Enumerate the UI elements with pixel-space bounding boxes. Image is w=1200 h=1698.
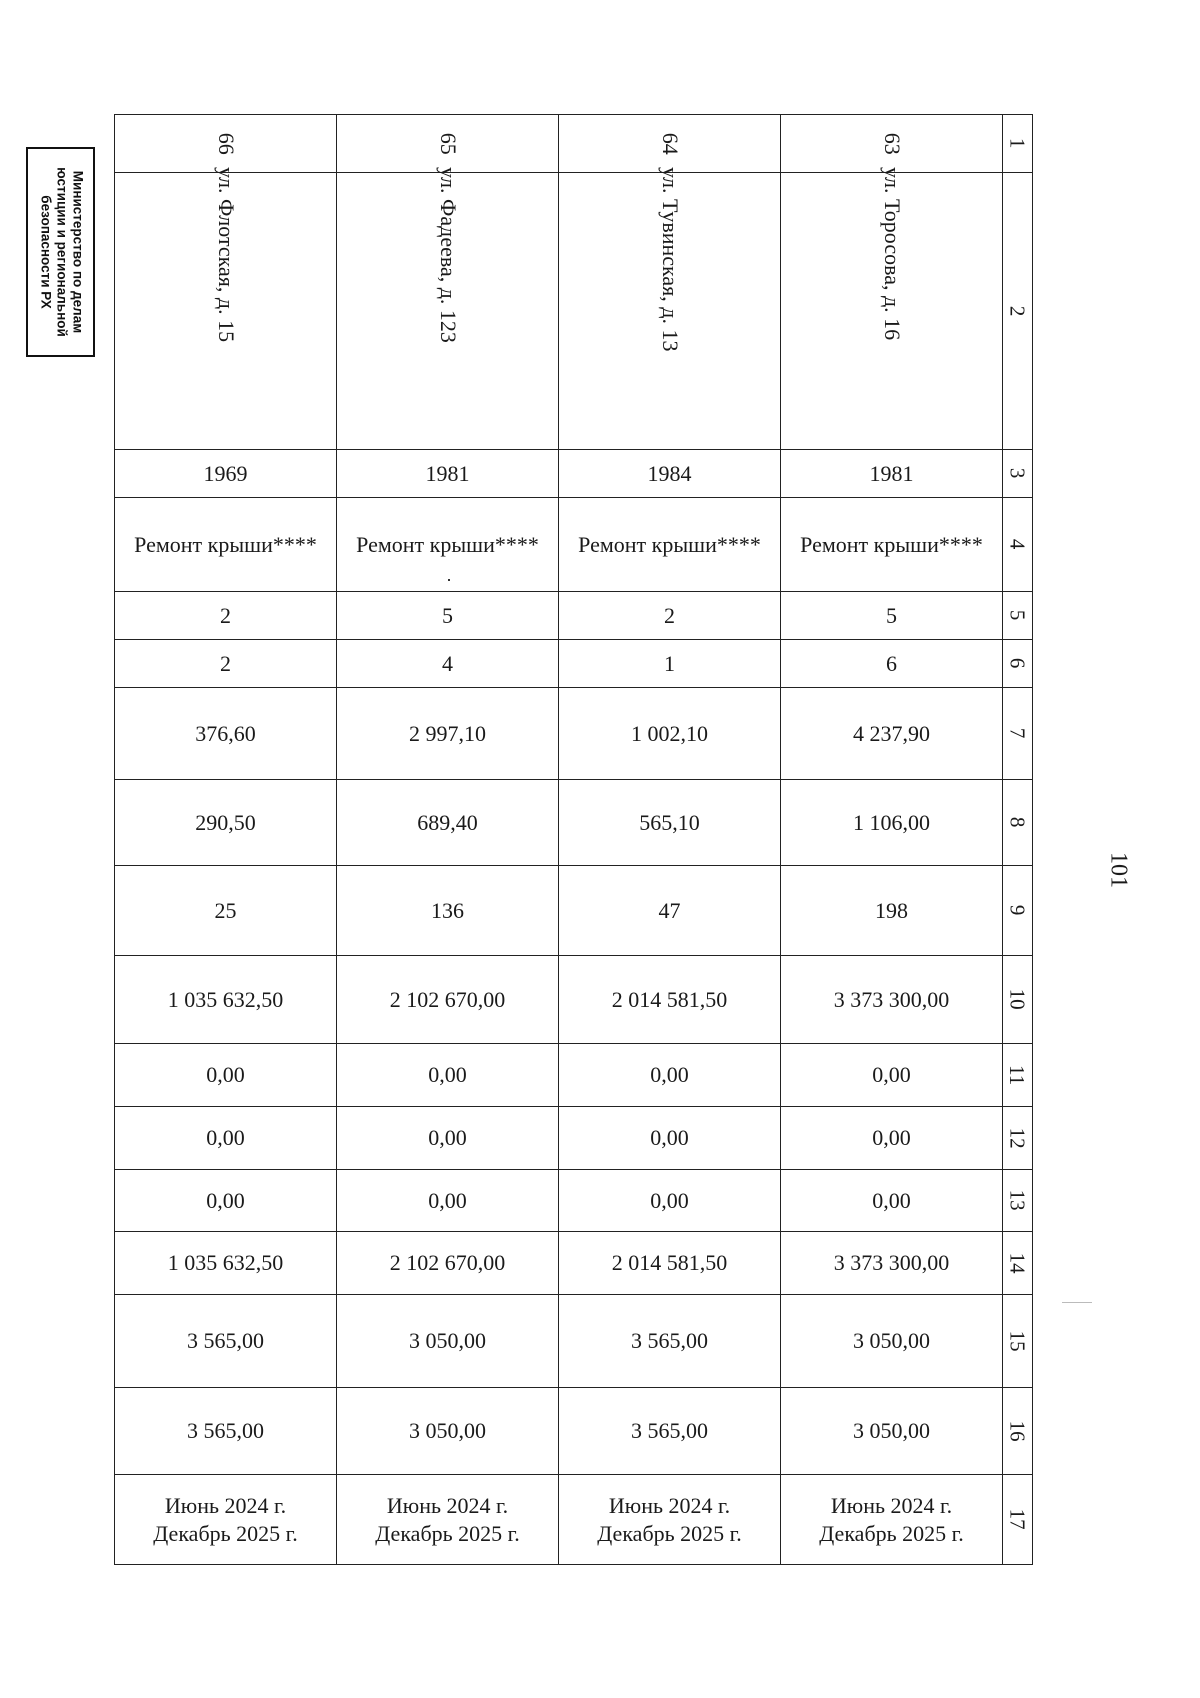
column-index-cell <box>1003 115 1033 173</box>
table-cell: 0,00 <box>115 1044 337 1107</box>
table-cell: 0,00 <box>337 1170 559 1232</box>
table-cell: 3 373 300,00 <box>781 1232 1003 1295</box>
repair-schedule-table <box>114 114 1033 1565</box>
column-index-cell <box>1003 1475 1033 1565</box>
period-end: Декабрь 2025 г. <box>375 1520 520 1546</box>
table-cell: 5 <box>781 592 1003 640</box>
table-cell: 2 014 581,50 <box>559 1232 781 1295</box>
column-index-cell <box>1003 1388 1033 1475</box>
table-cell: 4 <box>337 640 559 688</box>
period-start: Июнь 2024 г. <box>386 1493 509 1518</box>
table-cell: 1 106,00 <box>781 780 1003 866</box>
row-number: 66 <box>213 132 239 155</box>
period-end: Декабрь 2025 г. <box>153 1520 298 1546</box>
table-cell: 0,00 <box>781 1107 1003 1170</box>
table-row <box>115 866 1033 956</box>
row-number: 65 <box>435 132 461 155</box>
table-cell: 0,00 <box>337 1044 559 1107</box>
address-text: ул. Флотская, д. 15 <box>213 167 239 343</box>
table-row <box>115 498 1033 592</box>
table-cell: 3 565,00 <box>115 1295 337 1388</box>
year-cell: 1981 <box>781 450 1003 498</box>
table-row <box>115 1475 1033 1565</box>
scan-speck <box>448 579 450 581</box>
scan-artifact-line <box>1062 1302 1092 1303</box>
table-cell: 3 373 300,00 <box>781 956 1003 1044</box>
column-index: 12 <box>1005 1127 1030 1149</box>
stamp-text <box>36 152 85 352</box>
table-cell: 3 565,00 <box>115 1388 337 1475</box>
column-index-cell <box>1003 688 1033 780</box>
table-cell: 0,00 <box>559 1107 781 1170</box>
page-number <box>1098 840 1138 900</box>
address-cell <box>781 167 1003 450</box>
work-type-cell: Ремонт крыши**** <box>559 498 781 592</box>
table-row <box>115 592 1033 640</box>
period-start: Июнь 2024 г. <box>608 1493 731 1518</box>
column-index-cell <box>1003 956 1033 1044</box>
table-row <box>115 1388 1033 1475</box>
table-cell: 2 997,10 <box>337 688 559 780</box>
address-cell <box>115 167 337 450</box>
stamp-line-3: безопасности РХ <box>37 195 53 309</box>
table-row <box>115 173 1033 450</box>
column-index: 3 <box>1005 468 1030 479</box>
period-cell <box>115 1475 337 1565</box>
work-type-cell: Ремонт крыши**** <box>115 498 337 592</box>
period-end: Декабрь 2025 г. <box>597 1520 742 1546</box>
stamp-line-2: юстиции и региональной <box>53 167 69 337</box>
column-index-cell <box>1003 866 1033 956</box>
table-cell: 1 <box>559 640 781 688</box>
column-index: 17 <box>1005 1509 1030 1530</box>
period-start: Июнь 2024 г. <box>830 1493 953 1518</box>
column-index: 16 <box>1005 1420 1030 1442</box>
work-type-cell: Ремонт крыши**** <box>781 498 1003 592</box>
table-cell: 0,00 <box>781 1044 1003 1107</box>
table-row <box>115 780 1033 866</box>
ministry-stamp <box>26 147 95 357</box>
period-cell <box>781 1475 1003 1565</box>
table-row <box>115 1170 1033 1232</box>
table-cell: 3 050,00 <box>337 1388 559 1475</box>
row-number: 63 <box>879 132 905 155</box>
column-index: 10 <box>1005 989 1030 1010</box>
work-type-cell <box>337 498 559 592</box>
column-index-cell <box>1003 1044 1033 1107</box>
table-cell: 0,00 <box>115 1107 337 1170</box>
table-cell: 25 <box>115 866 337 956</box>
address-cell <box>559 167 781 450</box>
column-index: 6 <box>1005 658 1030 669</box>
address-text: ул. Тувинская, д. 13 <box>657 167 683 352</box>
column-index: 13 <box>1005 1190 1030 1211</box>
period-start: Июнь 2024 г. <box>164 1493 287 1518</box>
table-row <box>115 1232 1033 1295</box>
column-index-cell <box>1003 173 1033 450</box>
table-cell: 0,00 <box>559 1170 781 1232</box>
table-row <box>115 1044 1033 1107</box>
address-text: ул. Торосова, д. 16 <box>879 167 905 341</box>
table-cell: 689,40 <box>337 780 559 866</box>
table-cell: 2 <box>115 640 337 688</box>
row-number-cell <box>559 115 781 173</box>
column-index: 14 <box>1005 1252 1030 1274</box>
column-index-cell <box>1003 780 1033 866</box>
table-cell: 2 <box>115 592 337 640</box>
table-cell: 3 050,00 <box>337 1295 559 1388</box>
table-cell: 2 102 670,00 <box>337 1232 559 1295</box>
page-number-text: 101 <box>1105 852 1132 888</box>
year-cell: 1969 <box>115 450 337 498</box>
table-cell: 0,00 <box>337 1107 559 1170</box>
table-cell: 4 237,90 <box>781 688 1003 780</box>
period-end: Декабрь 2025 г. <box>819 1520 964 1546</box>
column-index: 8 <box>1005 817 1030 828</box>
column-index: 9 <box>1005 905 1030 916</box>
table-cell: 3 050,00 <box>781 1295 1003 1388</box>
table-cell: 0,00 <box>115 1170 337 1232</box>
table-cell: 1 035 632,50 <box>115 956 337 1044</box>
column-index: 7 <box>1005 728 1030 739</box>
row-number-cell <box>115 115 337 173</box>
year-cell: 1984 <box>559 450 781 498</box>
column-index-cell <box>1003 450 1033 498</box>
column-index: 1 <box>1005 138 1030 149</box>
column-index: 15 <box>1005 1330 1030 1352</box>
table-row <box>115 640 1033 688</box>
table-cell: 2 014 581,50 <box>559 956 781 1044</box>
table-row <box>115 1295 1033 1388</box>
column-index: 4 <box>1005 539 1030 550</box>
table-row <box>115 956 1033 1044</box>
table-cell: 290,50 <box>115 780 337 866</box>
period-cell <box>559 1475 781 1565</box>
column-index: 11 <box>1005 1064 1030 1086</box>
table-cell: 47 <box>559 866 781 956</box>
column-index-cell <box>1003 498 1033 592</box>
year-cell: 1981 <box>337 450 559 498</box>
table-row <box>115 115 1033 173</box>
table-cell: 565,10 <box>559 780 781 866</box>
column-index: 2 <box>1005 305 1030 317</box>
address-text: ул. Фадеева, д. 123 <box>435 167 461 343</box>
table-cell: 2 102 670,00 <box>337 956 559 1044</box>
column-index-cell <box>1003 1170 1033 1232</box>
work-type-text: Ремонт крыши**** <box>356 531 539 557</box>
row-number: 64 <box>657 132 683 155</box>
table-cell: 0,00 <box>559 1044 781 1107</box>
column-index-cell <box>1003 1295 1033 1388</box>
table-row <box>115 688 1033 780</box>
column-index-cell <box>1003 1107 1033 1170</box>
table-cell: 1 002,10 <box>559 688 781 780</box>
table-cell: 3 565,00 <box>559 1295 781 1388</box>
table-cell: 0,00 <box>781 1170 1003 1232</box>
table-row <box>115 450 1033 498</box>
column-index-cell <box>1003 640 1033 688</box>
address-cell <box>337 167 559 450</box>
row-number-cell <box>781 115 1003 173</box>
table-cell: 3 565,00 <box>559 1388 781 1475</box>
table-cell: 5 <box>337 592 559 640</box>
table-cell: 136 <box>337 866 559 956</box>
table-cell: 2 <box>559 592 781 640</box>
column-index: 5 <box>1005 610 1030 621</box>
table-cell: 198 <box>781 866 1003 956</box>
stamp-line-1: Министерство по делам <box>69 170 85 334</box>
row-number-cell <box>337 115 559 173</box>
table-cell: 6 <box>781 640 1003 688</box>
table-cell: 3 050,00 <box>781 1388 1003 1475</box>
column-index-cell <box>1003 1232 1033 1295</box>
table-row <box>115 1107 1033 1170</box>
period-cell <box>337 1475 559 1565</box>
table-cell: 1 035 632,50 <box>115 1232 337 1295</box>
table-cell: 376,60 <box>115 688 337 780</box>
column-index-cell <box>1003 592 1033 640</box>
